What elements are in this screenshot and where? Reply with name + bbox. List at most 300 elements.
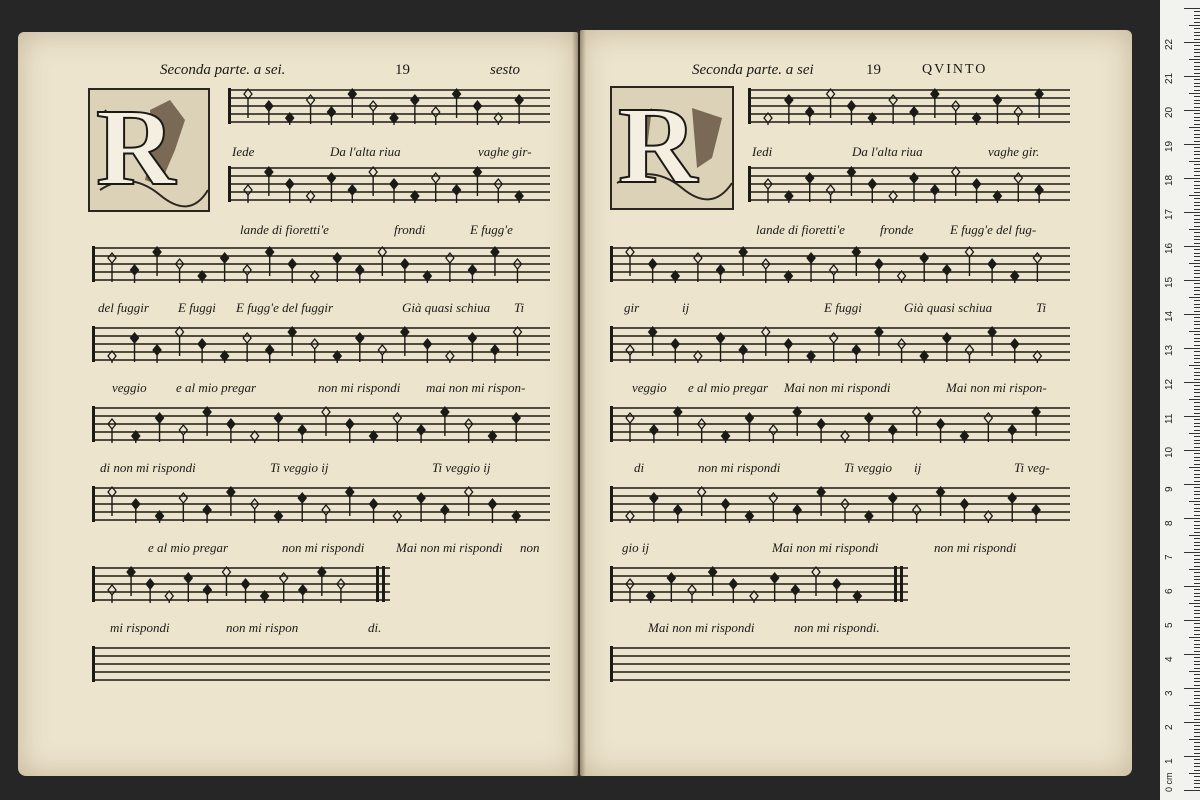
final-barline-icon [376,566,379,602]
ruler-tick [1184,450,1200,451]
lyric-text: lande di fioretti'e [756,222,845,237]
ruler-tick [1194,294,1200,295]
note-head-icon [865,413,873,423]
ruler-tick [1194,763,1200,764]
ruler-tick [1194,742,1200,743]
ruler-tick [1194,355,1200,356]
ruler-tick [1194,566,1200,567]
ruler-tick [1194,606,1200,607]
lyric-text: Ti [514,300,525,315]
ruler-tick [1194,209,1200,210]
note-head-icon [833,579,841,589]
ruler-tick [1184,722,1200,723]
note-head-icon [322,505,330,515]
ruler-tick [1194,307,1200,308]
ruler-tick [1194,498,1200,499]
ruler-tick [1194,11,1200,12]
ruler-tick [1189,501,1200,502]
ruler-number: 7 [1164,554,1175,560]
ruler-tick [1189,93,1200,94]
ruler-tick [1194,702,1200,703]
lyric-text: Mai non mi rispon- [946,380,1047,395]
ruler-tick [1194,426,1200,427]
ruler-tick [1194,436,1200,437]
ruler-tick [1184,42,1200,43]
ruler-tick [1194,341,1200,342]
ruler-tick [1194,712,1200,713]
ruler-tick [1184,382,1200,383]
ruler-tick [1194,311,1200,312]
ruler-tick [1194,647,1200,648]
ruler-tick [1189,705,1200,706]
ruler-tick [1194,141,1200,142]
ruler-tick [1194,715,1200,716]
ruler-tick [1194,511,1200,512]
right-staff-7 [610,564,908,604]
ruler-tick [1194,759,1200,760]
note-head-icon [937,419,945,429]
ruler-tick [1194,613,1200,614]
lyric-text: Ti veggio [844,460,893,475]
ruler-number: 13 [1164,344,1175,356]
left-page-number: 19 [395,62,410,78]
ruler-tick [1194,154,1200,155]
note-head-icon [346,419,354,429]
ruler-tick [1189,161,1200,162]
ruler-tick [1194,202,1200,203]
note-head-icon [827,185,835,195]
staff-lines-icon [228,164,550,204]
ruler-tick [1194,617,1200,618]
staff-lines-icon [748,164,1070,204]
ruler-tick [1194,219,1200,220]
note-head-icon [370,499,378,509]
ruler-tick [1194,729,1200,730]
note-head-icon [1011,339,1019,349]
note-head-icon [1035,185,1043,195]
ruler-tick [1194,674,1200,675]
right-header-part: Seconda parte. a sei [692,62,814,78]
note-head-icon [432,107,440,117]
ruler-tick [1194,198,1200,199]
ruler-tick [1194,572,1200,573]
lyric-text: Mai non mi rispondi [784,380,891,395]
note-head-icon [333,253,341,263]
measurement-ruler [1160,0,1200,800]
note-head-icon [473,101,481,111]
note-head-icon [1008,493,1016,503]
staff-lines-icon [92,644,550,684]
note-head-icon [108,585,116,595]
note-head-icon [378,345,386,355]
lyric-text: Già quasi schiua [402,300,491,315]
right-staff-3 [610,244,1070,284]
ruler-tick [1194,515,1200,516]
staff-lines-icon [228,86,550,126]
lyric-text: fronde [880,222,914,237]
ruler-tick [1194,15,1200,16]
staff-lines-icon [610,564,908,604]
ruler-number: 3 [1164,690,1175,696]
ruler-tick [1184,586,1200,587]
note-head-icon [280,573,288,583]
lyric-text: del fuggir [98,300,149,315]
ruler-tick [1194,443,1200,444]
ruler-tick [1194,249,1200,250]
ruler-tick [1194,283,1200,284]
note-head-icon [298,493,306,503]
note-head-icon [717,265,725,275]
ruler-tick [1194,447,1200,448]
note-head-icon [242,579,250,589]
ruler-tick [1194,623,1200,624]
ruler-tick [1194,379,1200,380]
lyric-text: vaghe gir- [478,144,532,159]
ruler-number: 4 [1164,656,1175,662]
ruler-tick [1194,600,1200,601]
note-head-icon [446,253,454,263]
ruler-tick [1184,314,1200,315]
ruler-tick [1184,790,1200,791]
ruler-tick [1189,59,1200,60]
lyric-text: di [634,460,645,475]
staff-lines-icon [610,324,1070,364]
note-head-icon [650,425,658,435]
ruler-tick [1194,358,1200,359]
ruler-tick [1194,277,1200,278]
staff-lines-icon [610,644,1070,684]
note-head-icon [512,413,520,423]
ruler-tick [1194,147,1200,148]
ruler-tick [1194,256,1200,257]
note-head-icon [265,101,273,111]
ruler-tick [1194,725,1200,726]
ruler-tick [1194,375,1200,376]
ruler-tick [1194,188,1200,189]
ruler-number: 12 [1164,378,1175,390]
ruler-tick [1194,28,1200,29]
lyric-text: e al mio pregar [688,380,769,395]
ruler-tick [1189,399,1200,400]
ruler-tick [1194,559,1200,560]
ruler-tick [1194,62,1200,63]
lyric-text: e al mio pregar [176,380,257,395]
staff-lines-icon [92,564,390,604]
ruler-tick [1194,440,1200,441]
right-page-number: 19 [866,62,881,78]
ruler-tick [1189,229,1200,230]
note-head-icon [965,345,973,355]
lyric-text: ij [682,300,690,315]
ruler-tick [1194,783,1200,784]
lyric-text: Ti veg- [1014,460,1050,475]
note-head-icon [156,413,164,423]
note-head-icon [717,333,725,343]
ruler-tick [1194,158,1200,159]
note-head-icon [931,185,939,195]
note-head-icon [417,493,425,503]
ruler-tick [1194,610,1200,611]
ruler-tick [1194,66,1200,67]
ruler-tick [1194,362,1200,363]
note-head-icon [441,505,449,515]
ruler-tick [1184,8,1200,9]
note-head-icon [791,585,799,595]
ruler-tick [1194,52,1200,53]
ruler-tick [1194,107,1200,108]
ruler-tick [1189,433,1200,434]
note-head-icon [356,265,364,275]
ruler-tick [1194,661,1200,662]
ruler-number: 15 [1164,276,1175,288]
lyric-text: Iedi [752,144,773,159]
note-head-icon [184,573,192,583]
ruler-number: 14 [1164,310,1175,322]
ruler-tick [1194,562,1200,563]
ruler-tick [1194,668,1200,669]
ruler-tick [1194,464,1200,465]
ruler-tick [1194,691,1200,692]
ruler-tick [1194,389,1200,390]
ruler-tick [1194,368,1200,369]
ruler-tick [1194,103,1200,104]
ruler-tick [1194,239,1200,240]
ruler-tick [1194,351,1200,352]
note-head-icon [453,185,461,195]
ruler-tick [1194,460,1200,461]
note-head-icon [348,185,356,195]
ruler-tick [1194,402,1200,403]
ruler-tick [1194,657,1200,658]
ruler-tick [1194,504,1200,505]
lyric-text: Ti veggio ij [270,460,329,475]
ruler-tick [1194,651,1200,652]
note-head-icon [146,579,154,589]
ruler-tick [1194,549,1200,550]
ruler-tick [1194,545,1200,546]
ruler-tick [1194,780,1200,781]
lyric-text: Mai non mi rispondi [396,540,503,555]
ruler-tick [1194,270,1200,271]
note-head-icon [1033,253,1041,263]
ruler-tick [1184,756,1200,757]
ruler-tick [1194,90,1200,91]
ruler-tick [1194,253,1200,254]
ruler-tick [1194,409,1200,410]
note-head-icon [626,345,634,355]
right-voice-label: QVINTO [922,62,988,77]
ruler-tick [1194,385,1200,386]
ruler-tick [1194,290,1200,291]
right-staff-1 [748,86,1070,126]
ruler-tick [1194,100,1200,101]
ruler-tick [1194,576,1200,577]
note-head-icon [244,185,252,195]
lyric-text: gio ij [622,540,650,555]
note-head-icon [913,505,921,515]
note-head-icon [984,413,992,423]
lyric-text: lande di fioretti'e [240,222,329,237]
lyric-text: non mi rispondi [282,540,365,555]
note-head-icon [943,333,951,343]
ruler-tick [1194,698,1200,699]
lyric-text: frondi [394,222,426,237]
ruler-tick [1184,246,1200,247]
ruler-tick [1194,470,1200,471]
note-head-icon [1014,173,1022,183]
ruler-tick [1194,753,1200,754]
ruler-tick [1194,719,1200,720]
lyric-text: Da l'alta riua [852,144,923,159]
lyric-text: e al mio pregar [148,540,229,555]
ruler-tick [1194,45,1200,46]
note-head-icon [694,253,702,263]
staff-lines-icon [610,484,1070,524]
ruler-tick [1194,226,1200,227]
right-staff-5 [610,404,1070,444]
lyric-text: veggio [632,380,667,395]
ruler-tick [1194,593,1200,594]
staff-lines-icon [92,324,550,364]
ruler-tick [1194,73,1200,74]
note-head-icon [266,345,274,355]
right-staff-4 [610,324,1070,364]
lyric-text: E fugg'e [470,222,513,237]
ruler-number: 17 [1164,208,1175,220]
note-head-icon [807,253,815,263]
ruler-tick [1194,86,1200,87]
ruler-tick [1194,413,1200,414]
ruler-tick [1189,569,1200,570]
ruler-tick [1184,212,1200,213]
ruler-tick [1189,637,1200,638]
ruler-tick [1189,195,1200,196]
lyric-text: mai non mi rispon- [426,380,526,395]
ruler-number: 21 [1164,72,1175,84]
ruler-tick [1194,596,1200,597]
note-head-icon [108,253,116,263]
note-head-icon [468,265,476,275]
ruler-tick [1194,79,1200,80]
ruler-tick [1194,151,1200,152]
ruler-tick [1194,345,1200,346]
note-head-icon [432,173,440,183]
note-head-icon [491,345,499,355]
ruler-tick [1194,164,1200,165]
note-head-icon [875,259,883,269]
lyric-text: E fugg'e del fug- [950,222,1037,237]
ruler-tick [1194,477,1200,478]
ruler-tick [1194,630,1200,631]
ruler-tick [1194,525,1200,526]
right-staff-6 [610,484,1070,524]
ruler-tick [1189,297,1200,298]
ruler-tick [1194,317,1200,318]
lyric-text: mi rispondi [110,620,170,635]
ruler-tick [1194,338,1200,339]
ruler-tick [1194,205,1200,206]
note-head-icon [401,259,409,269]
ruler-tick [1194,746,1200,747]
ruler-tick [1194,583,1200,584]
ruler-number: 8 [1164,520,1175,526]
note-head-icon [806,107,814,117]
staff-lines-icon [92,404,550,444]
ruler-tick [1194,324,1200,325]
note-head-icon [423,339,431,349]
staff-lines-icon [610,244,1070,284]
note-head-icon [274,413,282,423]
ruler-tick [1189,535,1200,536]
ruler-tick [1194,770,1200,771]
staff-lines-icon [748,86,1070,126]
ruler-tick [1194,776,1200,777]
ruler-tick [1194,32,1200,33]
lyric-text: gir [624,300,640,315]
note-head-icon [288,259,296,269]
ruler-tick [1194,69,1200,70]
ruler-tick [1184,688,1200,689]
ruler-tick [1194,532,1200,533]
ruler-tick [1194,18,1200,19]
ruler-tick [1194,175,1200,176]
ruler-tick [1194,113,1200,114]
ruler-tick [1194,243,1200,244]
note-head-icon [286,179,294,189]
ruler-tick [1184,416,1200,417]
ruler-tick [1194,634,1200,635]
ruler-tick [1194,222,1200,223]
ruler-tick [1184,552,1200,553]
ruler-tick [1194,419,1200,420]
ruler-tick [1194,321,1200,322]
ruler-tick [1194,430,1200,431]
ruler-tick [1194,481,1200,482]
note-head-icon [667,573,675,583]
lyric-text: Ti veggio ij [432,460,491,475]
ruler-tick [1189,127,1200,128]
ruler-tick [1194,542,1200,543]
note-head-icon [910,173,918,183]
note-head-icon [671,339,679,349]
ruler-tick [1194,749,1200,750]
ruler-unit-label: 0 cm [1164,772,1174,792]
left-decorated-initial [88,88,210,212]
lyric-text: di. [368,620,382,635]
ruler-tick [1194,49,1200,50]
ruler-tick [1194,678,1200,679]
lyric-text: non mi rispondi [318,380,401,395]
ruler-tick [1194,56,1200,57]
ruler-tick [1194,300,1200,301]
ruler-tick [1194,171,1200,172]
note-head-icon [626,413,634,423]
ruler-tick [1189,25,1200,26]
ruler-tick [1189,671,1200,672]
note-head-icon [327,173,335,183]
book-gutter [572,30,586,778]
left-staff-1 [228,86,550,126]
note-head-icon [243,333,251,343]
staff-lines-icon [610,404,1070,444]
note-head-icon [769,493,777,503]
note-head-icon [488,499,496,509]
note-head-icon [688,585,696,595]
ruler-tick [1194,627,1200,628]
ruler-tick [1194,579,1200,580]
lyric-text: E fugg'e del fuggir [236,300,334,315]
note-head-icon [1014,107,1022,117]
